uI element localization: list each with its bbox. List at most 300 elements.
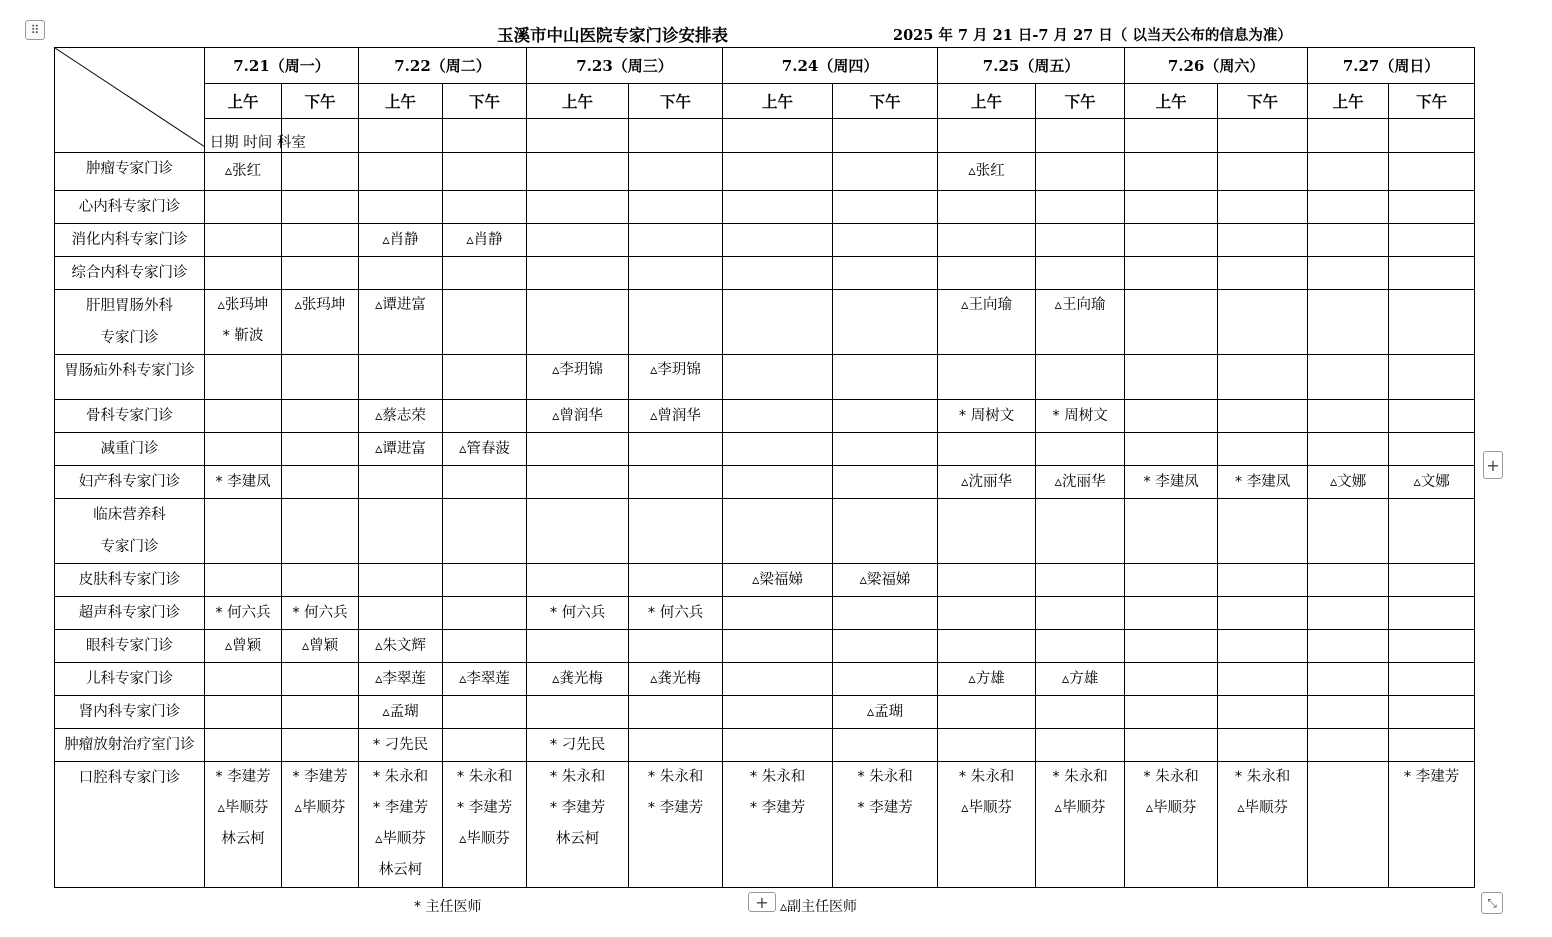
- schedule-cell: [443, 663, 527, 696]
- blank-cell: [1389, 119, 1475, 153]
- slot-header: 上午: [938, 84, 1036, 119]
- schedule-cell: [629, 729, 723, 762]
- doctor-name: ▵肖静: [382, 231, 419, 248]
- schedule-cell: [527, 597, 629, 630]
- doctor-name: * 朱永和: [647, 769, 704, 785]
- schedule-cell: [282, 433, 359, 466]
- doctor-name: * 朱永和: [456, 769, 513, 785]
- schedule-cell: [1389, 257, 1475, 290]
- doctor-name: * 靳波: [222, 328, 264, 344]
- schedule-cell: [205, 499, 282, 564]
- department-name: 减重门诊: [100, 441, 159, 457]
- schedule-cell: [938, 597, 1036, 630]
- department-cell: [55, 433, 205, 466]
- schedule-cell: [723, 257, 833, 290]
- department-name: 眼科专家门诊: [86, 638, 173, 654]
- doctor-name: ▵曾颖: [301, 637, 339, 654]
- doctor-name: * 何六兵: [215, 604, 271, 621]
- schedule-cell: [1036, 630, 1125, 663]
- schedule-cell: [443, 153, 527, 191]
- blank-cell: [629, 119, 723, 153]
- schedule-cell: [833, 153, 938, 191]
- schedule-cell: [833, 466, 938, 499]
- schedule-cell: [359, 762, 443, 888]
- doctor-name: ▵李翠莲: [459, 670, 510, 687]
- schedule-cell: [282, 630, 359, 663]
- blank-cell: [723, 119, 833, 153]
- schedule-cell: [938, 224, 1036, 257]
- schedule-cell: [205, 224, 282, 257]
- schedule-cell: [1308, 696, 1389, 729]
- blank-cell: [1218, 119, 1308, 153]
- schedule-cell: [833, 499, 938, 564]
- schedule-cell: [205, 729, 282, 762]
- doctor-name: * 李建芳: [456, 800, 513, 816]
- schedule-cell: [833, 729, 938, 762]
- schedule-cell: [1036, 290, 1125, 355]
- schedule-cell: [1389, 564, 1475, 597]
- schedule-cell: [282, 466, 359, 499]
- schedule-cell: [629, 663, 723, 696]
- slot-header: 下午: [282, 84, 359, 119]
- doctor-name: * 何六兵: [549, 604, 606, 621]
- doctor-name: * 李建芳: [372, 800, 429, 816]
- schedule-cell: [1308, 630, 1389, 663]
- schedule-cell: [938, 153, 1036, 191]
- blank-cell: [1125, 119, 1218, 153]
- schedule-cell: [1308, 400, 1389, 433]
- schedule-cell: [527, 729, 629, 762]
- department-cell: [55, 224, 205, 257]
- department-cell: [55, 597, 205, 630]
- schedule-cell: [1036, 433, 1125, 466]
- schedule-cell: [282, 663, 359, 696]
- schedule-cell: [527, 191, 629, 224]
- schedule-cell: [1036, 400, 1125, 433]
- schedule-cell: [1308, 290, 1389, 355]
- doctor-name: * 刁先民: [549, 736, 606, 753]
- schedule-cell: [1036, 564, 1125, 597]
- schedule-cell: [629, 290, 723, 355]
- diagonal-line: [55, 48, 205, 147]
- doctor-name: ▵曾润华: [650, 407, 701, 424]
- schedule-cell: [833, 630, 938, 663]
- table-row: [55, 433, 1475, 466]
- schedule-cell: [629, 597, 723, 630]
- department-cell: [55, 290, 205, 355]
- doctor-name: ▵方雄: [1061, 670, 1099, 687]
- schedule-cell: [527, 433, 629, 466]
- schedule-cell: [938, 696, 1036, 729]
- doctor-name: * 朱永和: [1234, 769, 1291, 785]
- doctor-name: ▵谭进富: [375, 440, 426, 457]
- schedule-cell: [1125, 466, 1218, 499]
- date-range-subtitle: 2025 年 7 月 21 日-7 月 27 日（ 以当天公布的信息为准）: [893, 27, 1292, 44]
- doctor-name: ▵李玥锦: [552, 362, 603, 378]
- schedule-cell: [443, 191, 527, 224]
- doctor-name: 林云柯: [378, 862, 423, 878]
- schedule-cell: [938, 290, 1036, 355]
- schedule-cell: [833, 762, 938, 888]
- schedule-cell: [205, 466, 282, 499]
- schedule-cell: [629, 762, 723, 888]
- schedule-cell: [1308, 499, 1389, 564]
- doctor-name: ▵管春菠: [459, 440, 510, 457]
- schedule-cell: [723, 290, 833, 355]
- doctor-name: ▵蔡志荣: [375, 407, 426, 424]
- doctor-name: ▵梁福娣: [859, 571, 911, 588]
- resize-icon: ⤡: [1487, 895, 1497, 910]
- schedule-cell: [443, 597, 527, 630]
- doctor-name: ▵沈丽华: [961, 473, 1012, 490]
- schedule-cell: [1389, 153, 1475, 191]
- day-header: 7.25（周五）: [938, 48, 1125, 84]
- blank-cell: [359, 119, 443, 153]
- schedule-cell: [527, 355, 629, 400]
- schedule-cell: [1125, 290, 1218, 355]
- table-move-handle[interactable]: [25, 20, 45, 40]
- doctor-name: 林云柯: [555, 831, 600, 847]
- slot-header: 上午: [723, 84, 833, 119]
- move-handle-icon: ⠿: [30, 23, 40, 37]
- schedule-cell: [1218, 191, 1308, 224]
- schedule-cell: [938, 630, 1036, 663]
- doctor-name: ▵文娜: [1413, 473, 1450, 490]
- schedule-cell: [1389, 191, 1475, 224]
- department-name: 专家门诊: [100, 330, 159, 346]
- schedule-cell: [1036, 355, 1125, 400]
- schedule-cell: [527, 466, 629, 499]
- doctor-name: ▵张红: [968, 163, 1005, 179]
- schedule-cell: [833, 433, 938, 466]
- table-row: [55, 257, 1475, 290]
- doctor-name: * 朱永和: [1052, 769, 1108, 785]
- schedule-cell: [282, 729, 359, 762]
- doctor-name: * 朱永和: [1143, 769, 1199, 785]
- doctor-name: ▵毕顺芬: [375, 831, 426, 847]
- schedule-cell: [833, 663, 938, 696]
- schedule-cell: [359, 499, 443, 564]
- schedule-cell: [629, 224, 723, 257]
- schedule-cell: [629, 433, 723, 466]
- schedule-cell: [723, 153, 833, 191]
- doctor-name: ▵毕顺芬: [1054, 800, 1106, 816]
- schedule-cell: [629, 257, 723, 290]
- schedule-cell: [723, 433, 833, 466]
- doctor-name: ▵朱文辉: [375, 637, 426, 654]
- schedule-cell: [359, 729, 443, 762]
- add-column-button[interactable]: [1483, 451, 1503, 479]
- schedule-cell: [1389, 597, 1475, 630]
- schedule-cell: [1389, 290, 1475, 355]
- schedule-cell: [282, 224, 359, 257]
- schedule-cell: [1389, 696, 1475, 729]
- schedule-cell: [833, 191, 938, 224]
- schedule-cell: [1125, 257, 1218, 290]
- schedule-cell: [1389, 355, 1475, 400]
- doctor-name: ▵张红: [224, 163, 262, 179]
- schedule-cell: [282, 564, 359, 597]
- day-header: 7.27（周日）: [1308, 48, 1475, 84]
- doctor-name: * 李建芳: [215, 769, 271, 785]
- doctor-name: * 李建芳: [647, 800, 704, 816]
- schedule-cell: [723, 466, 833, 499]
- department-cell: [55, 630, 205, 663]
- schedule-cell: [938, 433, 1036, 466]
- schedule-cell: [938, 257, 1036, 290]
- schedule-cell: [359, 564, 443, 597]
- schedule-cell: [1218, 400, 1308, 433]
- slot-header: 上午: [359, 84, 443, 119]
- doctor-name: ▵毕顺芬: [217, 800, 269, 816]
- doctor-name: ▵毕顺芬: [961, 800, 1012, 816]
- doctor-name: ▵李翠莲: [375, 670, 426, 687]
- day-header: 7.22（周二）: [359, 48, 527, 84]
- department-cell: [55, 696, 205, 729]
- blank-cell: [1036, 119, 1125, 153]
- schedule-cell: [629, 355, 723, 400]
- page-title: 玉溪市中山医院专家门诊安排表: [497, 26, 728, 45]
- schedule-cell: [359, 355, 443, 400]
- doctor-name: * 周树文: [1052, 407, 1108, 424]
- schedule-cell: [282, 597, 359, 630]
- legend-associate: ▵副主任医师: [780, 899, 858, 915]
- doctor-name: * 李建芳: [749, 800, 806, 816]
- schedule-cell: [1036, 696, 1125, 729]
- schedule-cell: [205, 257, 282, 290]
- schedule-cell: [359, 224, 443, 257]
- schedule-cell: [527, 290, 629, 355]
- doctor-name: * 周树文: [958, 407, 1015, 424]
- table-row: [55, 191, 1475, 224]
- department-name: 儿科专家门诊: [86, 671, 173, 687]
- schedule-cell: [1218, 499, 1308, 564]
- schedule-cell: [629, 564, 723, 597]
- schedule-cell: [1036, 729, 1125, 762]
- schedule-cell: [443, 499, 527, 564]
- department-cell: [55, 466, 205, 499]
- schedule-cell: [1036, 224, 1125, 257]
- schedule-cell: [723, 564, 833, 597]
- slot-header: 下午: [833, 84, 938, 119]
- doctor-name: ▵文娜: [1329, 473, 1367, 490]
- department-name: 肝胆胃肠外科: [86, 298, 173, 314]
- department-cell: [55, 355, 205, 400]
- doctor-name: * 朱永和: [958, 769, 1015, 785]
- schedule-cell: [938, 466, 1036, 499]
- table-row: [55, 355, 1475, 400]
- schedule-cell: [205, 630, 282, 663]
- doctor-name: ▵沈丽华: [1054, 473, 1106, 490]
- department-cell: [55, 729, 205, 762]
- doctor-name: ▵龚光梅: [650, 670, 701, 687]
- schedule-cell: [1308, 355, 1389, 400]
- department-cell: [55, 191, 205, 224]
- schedule-cell: [443, 355, 527, 400]
- schedule-cell: [1218, 762, 1308, 888]
- schedule-cell: [629, 400, 723, 433]
- schedule-cell: [723, 499, 833, 564]
- schedule-cell: [938, 762, 1036, 888]
- schedule-cell: [527, 153, 629, 191]
- schedule-cell: [833, 597, 938, 630]
- department-name: 口腔科专家门诊: [78, 770, 181, 786]
- schedule-cell: [359, 290, 443, 355]
- schedule-cell: [205, 762, 282, 888]
- department-name: 肿瘤专家门诊: [86, 161, 173, 177]
- schedule-cell: [1308, 564, 1389, 597]
- schedule-cell: [527, 224, 629, 257]
- slot-header: 下午: [1036, 84, 1125, 119]
- department-name: 胃肠疝外科专家门诊: [64, 363, 195, 379]
- schedule-cell: [723, 630, 833, 663]
- doctor-name: * 李建芳: [857, 800, 913, 816]
- schedule-cell: [1125, 762, 1218, 888]
- schedule-cell: [282, 355, 359, 400]
- schedule-cell: [1036, 663, 1125, 696]
- schedule-cell: [629, 630, 723, 663]
- plus-icon: +: [1486, 455, 1500, 475]
- doctor-name: ▵王向瑜: [961, 297, 1012, 313]
- schedule-cell: [723, 191, 833, 224]
- schedule-cell: [1389, 630, 1475, 663]
- schedule-cell: [205, 433, 282, 466]
- blank-cell: [938, 119, 1036, 153]
- slot-header: 上午: [527, 84, 629, 119]
- schedule-cell: [1308, 663, 1389, 696]
- table-row: [55, 466, 1475, 499]
- schedule-cell: [833, 355, 938, 400]
- department-cell: [55, 499, 205, 564]
- doctor-name: * 朱永和: [372, 769, 429, 785]
- schedule-cell: [1218, 290, 1308, 355]
- schedule-cell: [1125, 153, 1218, 191]
- schedule-cell: [1125, 433, 1218, 466]
- schedule-cell: [205, 400, 282, 433]
- schedule-cell: [1308, 433, 1389, 466]
- schedule-cell: [723, 729, 833, 762]
- schedule-cell: [282, 696, 359, 729]
- doctor-name: * 朱永和: [749, 769, 806, 785]
- schedule-cell: [443, 630, 527, 663]
- schedule-cell: [938, 729, 1036, 762]
- schedule-cell: [1125, 224, 1218, 257]
- schedule-cell: [1036, 762, 1125, 888]
- schedule-cell: [723, 355, 833, 400]
- schedule-cell: [938, 400, 1036, 433]
- table-row: [55, 597, 1475, 630]
- schedule-cell: [629, 696, 723, 729]
- doctor-name: ▵谭进富: [375, 297, 426, 313]
- department-name: 临床营养科: [93, 507, 166, 523]
- schedule-cell: [527, 663, 629, 696]
- schedule-cell: [833, 224, 938, 257]
- schedule-cell: [1036, 499, 1125, 564]
- schedule-cell: [205, 290, 282, 355]
- doctor-name: * 李建芳: [1403, 769, 1460, 785]
- doctor-name: ▵曾润华: [552, 407, 603, 424]
- doctor-name: ▵龚光梅: [552, 670, 603, 687]
- schedule-cell: [1308, 153, 1389, 191]
- schedule-cell: [282, 400, 359, 433]
- table-row: [55, 153, 1475, 191]
- schedule-cell: [833, 564, 938, 597]
- schedule-cell: [938, 191, 1036, 224]
- schedule-cell: [1036, 466, 1125, 499]
- table-row: [55, 224, 1475, 257]
- schedule-cell: [1218, 597, 1308, 630]
- slot-header: 上午: [1308, 84, 1389, 119]
- schedule-cell: [723, 696, 833, 729]
- schedule-cell: [1218, 466, 1308, 499]
- department-name: 超声科专家门诊: [78, 605, 181, 621]
- schedule-cell: [723, 762, 833, 888]
- slot-header: 上午: [205, 84, 282, 119]
- schedule-cell: [359, 466, 443, 499]
- schedule-cell: [629, 466, 723, 499]
- schedule-cell: [629, 499, 723, 564]
- schedule-cell: [359, 191, 443, 224]
- doctor-name: * 李建芳: [292, 769, 348, 785]
- schedule-cell: [205, 153, 282, 191]
- doctor-name: ▵曾颖: [224, 637, 262, 654]
- doctor-name: * 李建凤: [1234, 473, 1291, 490]
- schedule-cell: [1218, 224, 1308, 257]
- schedule-cell: [205, 191, 282, 224]
- table-resize-handle[interactable]: [1481, 892, 1503, 914]
- department-cell: [55, 564, 205, 597]
- schedule-cell: [833, 400, 938, 433]
- schedule-cell: [1218, 257, 1308, 290]
- table-row: [55, 499, 1475, 564]
- schedule-cell: [629, 191, 723, 224]
- doctor-name: ▵毕顺芬: [294, 800, 346, 816]
- schedule-cell: [938, 355, 1036, 400]
- slot-header: 下午: [629, 84, 723, 119]
- doctor-name: * 何六兵: [292, 604, 348, 621]
- legend-chief: * 主任医师: [414, 899, 482, 915]
- doctor-name: ▵王向瑜: [1054, 297, 1106, 313]
- schedule-cell: [1389, 224, 1475, 257]
- schedule-cell: [443, 400, 527, 433]
- schedule-cell: [1308, 729, 1389, 762]
- table-row: [55, 729, 1475, 762]
- doctor-name: ▵李玥锦: [650, 362, 701, 378]
- schedule-cell: [1218, 564, 1308, 597]
- schedule-cell: [205, 355, 282, 400]
- schedule-cell: [723, 663, 833, 696]
- schedule-cell: [1218, 663, 1308, 696]
- schedule-cell: [282, 257, 359, 290]
- slot-header: 下午: [1389, 84, 1475, 119]
- schedule-cell: [527, 696, 629, 729]
- slot-header: 下午: [443, 84, 527, 119]
- schedule-cell: [1389, 400, 1475, 433]
- plus-icon: +: [755, 892, 769, 912]
- add-row-button[interactable]: [748, 892, 776, 912]
- schedule-cell: [443, 762, 527, 888]
- schedule-cell: [527, 564, 629, 597]
- slot-header: 上午: [1125, 84, 1218, 119]
- table-row: [55, 400, 1475, 433]
- slot-header: 下午: [1218, 84, 1308, 119]
- schedule-cell: [1389, 762, 1475, 888]
- doctor-name: ▵孟瑚: [866, 703, 904, 720]
- corner-date-label: 日期: [209, 135, 239, 151]
- schedule-cell: [1308, 224, 1389, 257]
- doctor-name: ▵方雄: [968, 670, 1005, 687]
- schedule-cell: [1036, 191, 1125, 224]
